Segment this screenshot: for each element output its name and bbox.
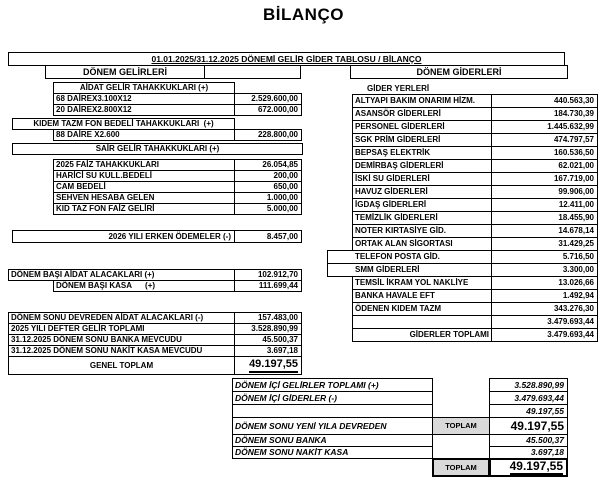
row-value: 111.699,44 xyxy=(234,280,302,292)
row-value: 8.457,00 xyxy=(234,230,302,243)
row-label xyxy=(352,315,492,329)
row-label: TELEFON POSTA GİD. xyxy=(327,250,492,264)
row-value: 12.411,00 xyxy=(491,198,598,212)
toplam-badge: TOPLAM xyxy=(432,417,490,435)
row-value: 343.276,30 xyxy=(491,302,598,316)
row-label: NOTER KIRTASİYE GİD. xyxy=(352,224,492,238)
row-label: ÖDENEN KIDEM TAZM xyxy=(352,302,492,316)
row-value: 62.021,00 xyxy=(491,159,598,173)
row-value: 18.455,90 xyxy=(491,211,598,225)
row-label: 88 DAİRE X2.600 xyxy=(53,129,235,141)
row-label: DÖNEM İÇİ GELİRLER TOPLAMI (+) xyxy=(232,378,433,392)
row-value: 2.529.600,00 xyxy=(234,93,302,105)
row-label: DEMİRBAŞ GİDERLERİ xyxy=(352,159,492,173)
income-column-header: DÖNEM GELİRLERİ xyxy=(45,65,205,79)
row-label: BANKA HAVALE EFT xyxy=(352,289,492,303)
grand-total-value: 49.197,55 xyxy=(234,356,302,375)
row-value: 672.000,00 xyxy=(234,104,302,116)
row-value: 5.000,00 xyxy=(234,203,302,215)
row-value: 102.912,70 xyxy=(234,269,302,281)
expense-total-value: 3.479.693,44 xyxy=(491,328,598,342)
grand-total-label: GENEL TOPLAM xyxy=(8,356,235,375)
row-value: 200,00 xyxy=(234,170,302,182)
row-value: 3.479.693,44 xyxy=(489,391,568,405)
row-value: 3.300,00 xyxy=(491,263,598,277)
row-value: 5.716,50 xyxy=(491,250,598,264)
row-label: HAVUZ GİDERLERİ xyxy=(352,185,492,199)
row-value: 99.906,00 xyxy=(491,185,598,199)
row-label: SGK PRİM GİDERLERİ xyxy=(352,133,492,147)
row-label: DÖNEM SONU DEVREDEN AİDAT ALACAKLARI (-) xyxy=(8,312,235,324)
row-value: 1.445.632,99 xyxy=(491,120,598,134)
row-label: 68 DAİREX3.100X12 xyxy=(53,93,235,105)
toplam-badge: TOPLAM xyxy=(432,458,490,477)
row-value: 14.678,14 xyxy=(491,224,598,238)
row-label: DÖNEM BAŞI KASA (+) xyxy=(53,280,235,292)
row-label: 31.12.2025 DÖNEM SONU NAKİT KASA MEVCUDU xyxy=(8,345,235,357)
final-total-value: 49.197,55 xyxy=(489,458,568,477)
row-label: 2026 YILI ERKEN ÖDEMELER (-) xyxy=(12,230,235,243)
row-value: 49.197,55 xyxy=(489,404,568,418)
row-label: DÖNEM SONU BANKA xyxy=(232,434,433,447)
row-label: DÖNEM SONU YENİ YILA DEVREDEN xyxy=(232,417,433,435)
row-value: 13.026,66 xyxy=(491,276,598,290)
row-label: TEMSİL İKRAM YOL NAKLİYE xyxy=(352,276,492,290)
page-title: BİLANÇO xyxy=(263,5,344,24)
row-label: PERSONEL GİDERLERİ xyxy=(352,120,492,134)
expense-total-label: GİDERLER TOPLAMI xyxy=(352,328,492,342)
row-value: 49.197,55 xyxy=(489,417,568,435)
row-label: KID TAZ FON FAİZ GELİRİ xyxy=(53,203,235,215)
row-value: 45.500,37 xyxy=(234,334,302,346)
row-label: İGDAŞ GİDERLERİ xyxy=(352,198,492,212)
income-section-title-aidat: AİDAT GELİR TAHAKKUKLARI (+) xyxy=(53,82,235,94)
row-label: ORTAK ALAN SİGORTASI xyxy=(352,237,492,251)
row-label: SEHVEN HESABA GELEN xyxy=(53,192,235,204)
row-value: 3.528.890,99 xyxy=(234,323,302,335)
table-title-cell xyxy=(8,52,565,66)
row-label: DÖNEM İÇİ GİDERLER (-) xyxy=(232,391,433,405)
row-value: 45.500,37 xyxy=(489,434,568,447)
income-section-title-kidem: KIDEM TAZM FON BEDELİ TAHAKKUKLARI (+) xyxy=(12,118,235,130)
row-label: DÖNEM SONU NAKİT KASA xyxy=(232,446,433,459)
row-value: 31.429,25 xyxy=(491,237,598,251)
row-value: 26.054,85 xyxy=(234,159,302,171)
row-label: ALTYAPI BAKIM ONARIM HİZM. xyxy=(352,94,492,108)
row-label: 2025 FAİZ TAHAKKUKLARI xyxy=(53,159,235,171)
row-value: 228.800,00 xyxy=(234,129,302,141)
row-label xyxy=(232,404,433,418)
row-value: 650,00 xyxy=(234,181,302,193)
row-label: İSKİ SU GİDERLERİ xyxy=(352,172,492,186)
row-label: ASANSÖR GİDERLERİ xyxy=(352,107,492,121)
row-value: 1.000,00 xyxy=(234,192,302,204)
row-value: 3.528.890,99 xyxy=(489,378,568,392)
row-label: DÖNEM BAŞI AİDAT ALACAKLARI (+) xyxy=(8,269,235,281)
row-value: 1.492,94 xyxy=(491,289,598,303)
row-value: 184.730,39 xyxy=(491,107,598,121)
income-section-title-sair: SAİR GELİR TAHAKKUKLARI (+) xyxy=(12,143,303,155)
row-label: TEMİZLİK GİDERLERİ xyxy=(352,211,492,225)
row-label: CAM BEDELİ xyxy=(53,181,235,193)
row-value: 157.483,00 xyxy=(234,312,302,324)
row-value: 3.697,18 xyxy=(234,345,302,357)
row-label: 2025 YILI DEFTER GELİR TOPLAMI xyxy=(8,323,235,335)
row-label: BEPSAŞ ELEKTRİK xyxy=(352,146,492,160)
row-value: 3.697,18 xyxy=(489,446,568,459)
row-value: 3.479.693,44 xyxy=(491,315,598,329)
row-label: SMM GİDERLERİ xyxy=(327,263,492,277)
expense-column-header: DÖNEM GİDERLERİ xyxy=(350,65,568,79)
row-label: 20 DAİREX2.800X12 xyxy=(53,104,235,116)
row-label: HARİCİ SU KULL.BEDELİ xyxy=(53,170,235,182)
row-value: 160.536,50 xyxy=(491,146,598,160)
row-value: 474.797,57 xyxy=(491,133,598,147)
row-label: 31.12.2025 DÖNEM SONU BANKA MEVCUDU xyxy=(8,334,235,346)
row-value: 440.563,30 xyxy=(491,94,598,108)
row-value: 167.719,00 xyxy=(491,172,598,186)
header-spacer-cell xyxy=(204,65,301,79)
table-title: 01.01.2025/31.12.2025 DÖNEMİ GELİR GİDER TABLOSU / BİLANÇO xyxy=(151,53,422,64)
expense-subtitle: GİDER YERLERİ xyxy=(367,84,430,93)
